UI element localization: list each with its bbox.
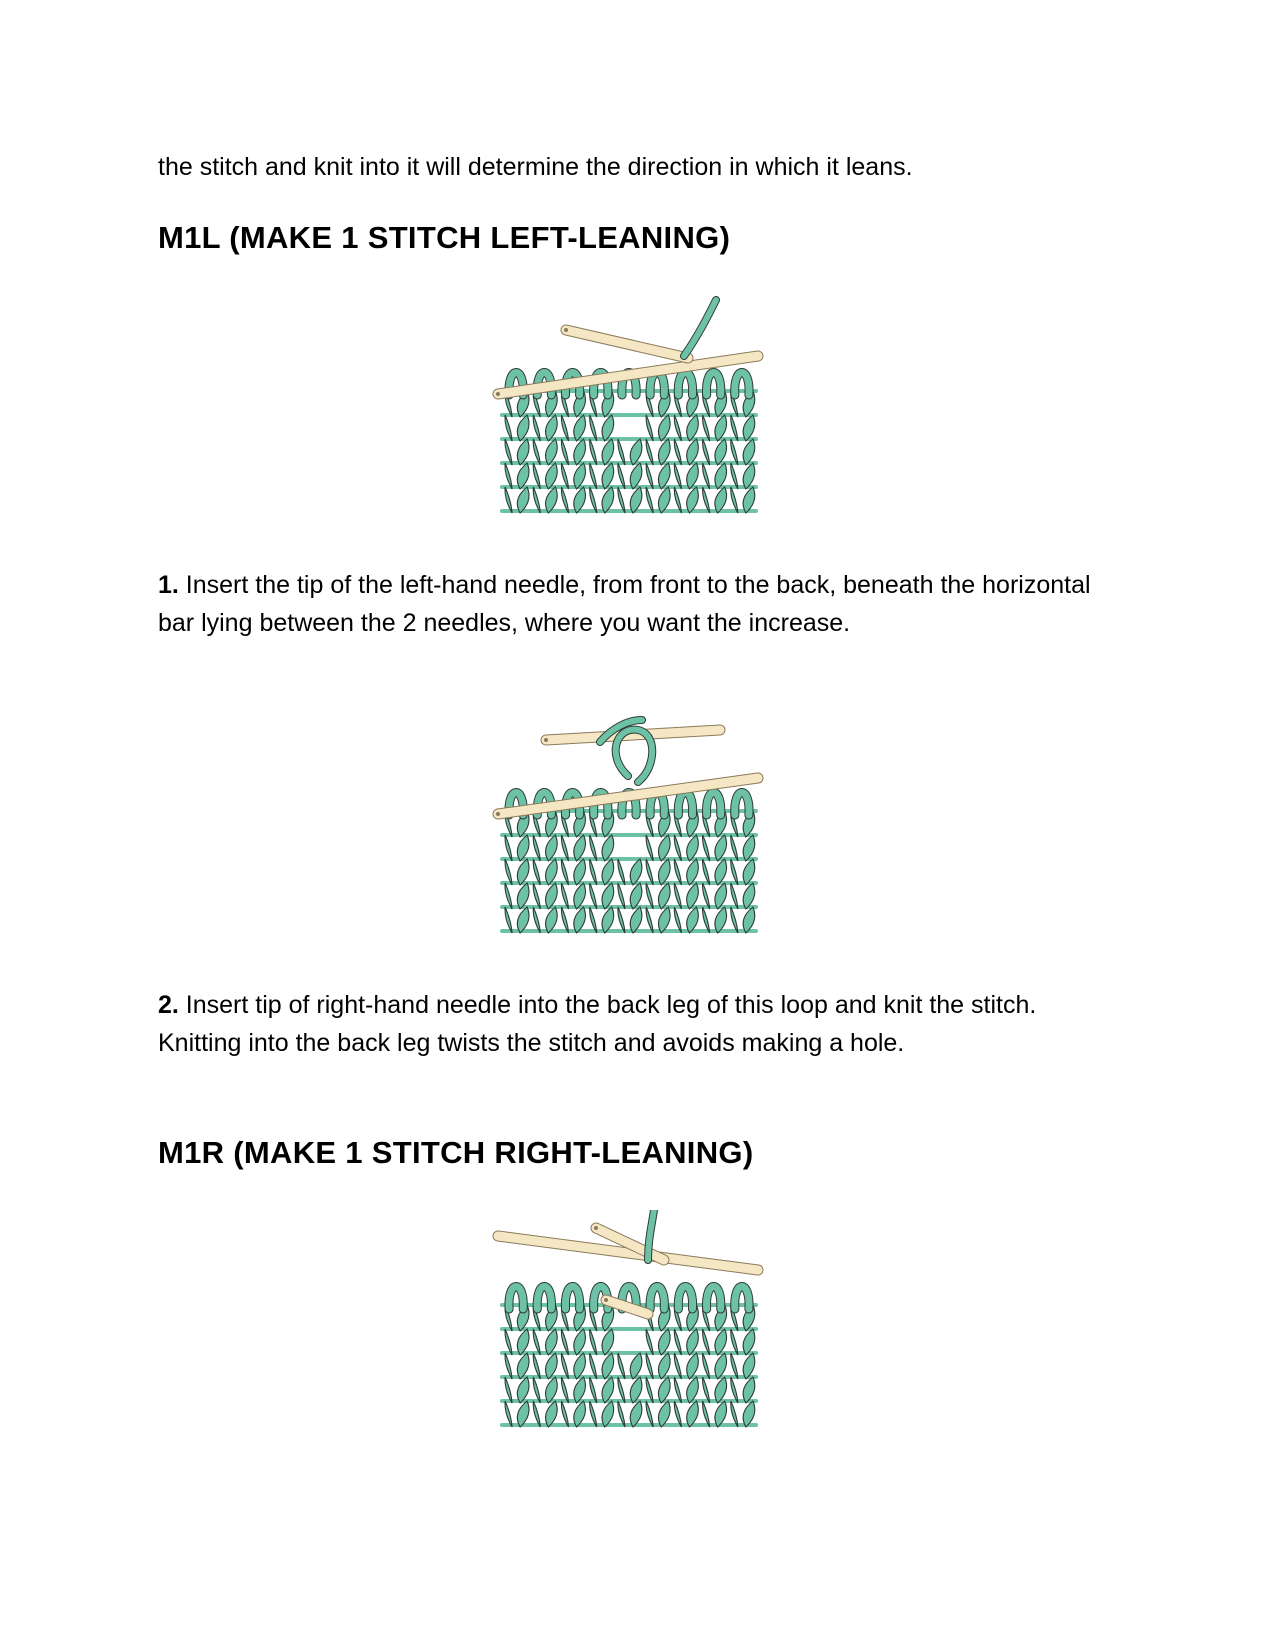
step-1-number: 1.	[158, 571, 179, 599]
m1r-illustration	[488, 1210, 770, 1432]
step-2-number: 2.	[158, 991, 179, 1019]
m1l-insert-left-needle-illustration	[488, 296, 770, 518]
step-1-paragraph	[158, 566, 1118, 642]
step-2-paragraph	[158, 986, 1118, 1062]
intro-text: the stitch and knit into it will determine the direction in which it leans.	[158, 153, 913, 181]
heading-m1r: M1R (MAKE 1 STITCH RIGHT-LEANING)	[158, 1135, 754, 1170]
step-1-text: Insert the tip of the left-hand needle, from front to the back, beneath the horizontal bar lying between the 2 needles, where you want the increase.	[158, 571, 1091, 637]
heading-m1l: M1L (MAKE 1 STITCH LEFT-LEANING)	[158, 220, 731, 255]
m1l-lifted-loop-illustration	[488, 716, 770, 938]
step-2-text: Insert tip of right-hand needle into the back leg of this loop and knit the stitch. Knitting into the back leg twists the stitch and avoids making a hole.	[158, 991, 1037, 1057]
intro-paragraph	[158, 148, 1118, 186]
